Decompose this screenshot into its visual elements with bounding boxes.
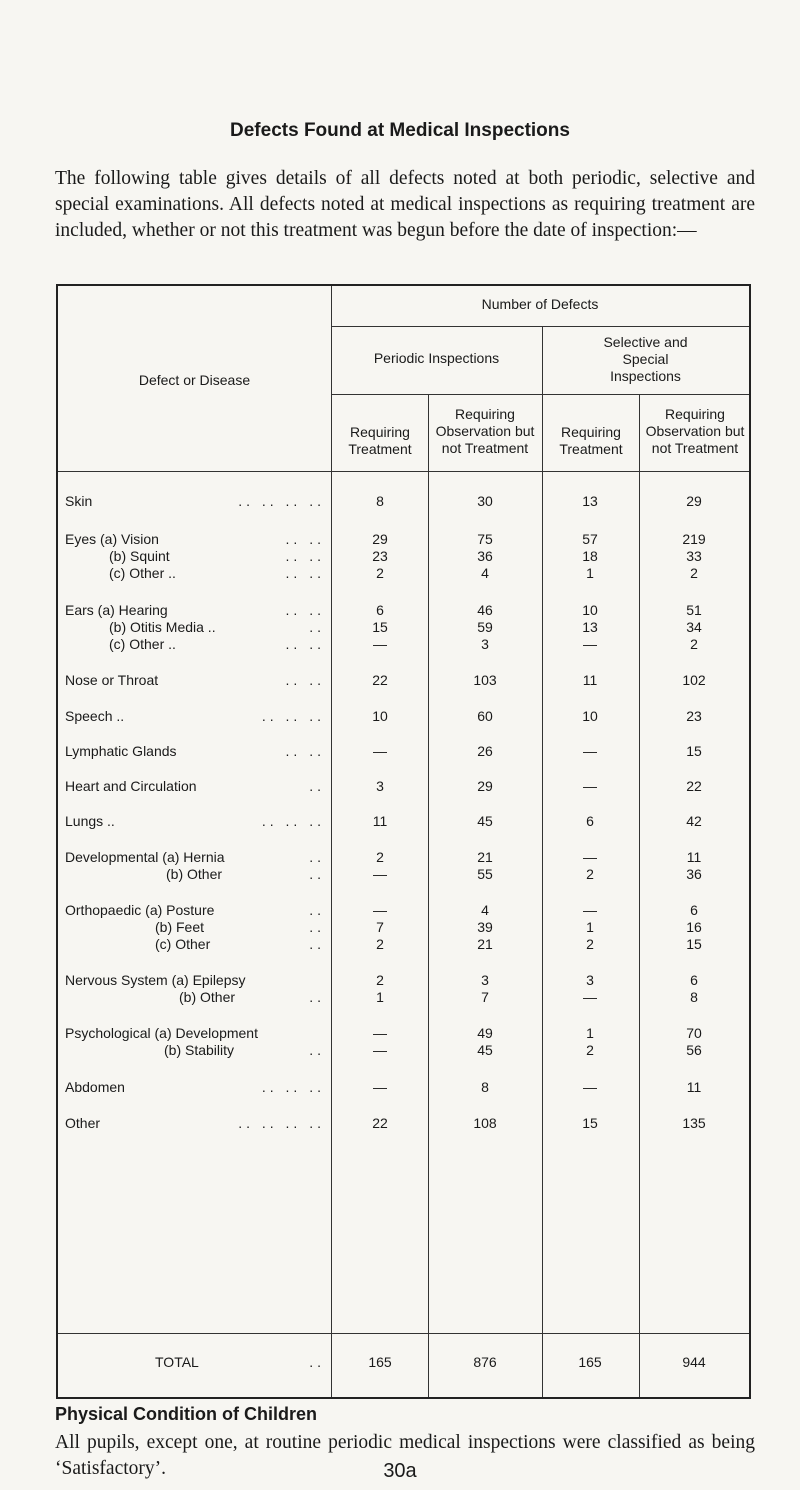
row-label-text: (b) Other: [166, 866, 223, 882]
total-cell: 876: [473, 1354, 497, 1370]
header-number-of-defects: Number of Defects: [481, 296, 599, 312]
leader-dots: .. ..: [285, 672, 325, 688]
table-cell: 11: [686, 1079, 702, 1095]
row-label: [65, 493, 325, 509]
row-label-text: (b) Otitis Media ..: [109, 619, 216, 635]
table-cell: 6: [690, 972, 698, 988]
table-cell: 15: [686, 936, 702, 952]
col-periodic-req-observation: Requiring Observation but not Treatment: [435, 406, 535, 456]
table-cell: —: [583, 989, 597, 1005]
table-cell: 22: [686, 778, 702, 794]
row-label-text: Psychological (a) Development: [65, 1025, 258, 1041]
row-label: [109, 619, 325, 635]
row-label-text: Nervous System (a) Epilepsy: [65, 972, 246, 988]
row-label-text: (c) Other ..: [109, 636, 176, 652]
table-cell: 10: [582, 602, 598, 618]
leader-dots: ..: [309, 902, 325, 918]
row-label: [109, 548, 325, 564]
leader-dots: ..: [309, 849, 325, 865]
row-label-text: (b) Stability: [164, 1042, 235, 1058]
row-label-text: Other: [65, 1115, 101, 1131]
table-cell: 59: [477, 619, 493, 635]
total-cell: 165: [368, 1354, 392, 1370]
row-label: [179, 989, 325, 1005]
row-label-text: Developmental (a) Hernia: [65, 849, 225, 865]
table-cell: 30: [477, 493, 493, 509]
row-label: [166, 866, 325, 882]
table-cell: 2: [586, 936, 594, 952]
total-cell: 944: [682, 1354, 706, 1370]
table-cell: —: [373, 1079, 387, 1095]
table-cell: 11: [686, 849, 702, 865]
row-label: [65, 1025, 325, 1041]
table-cell: 57: [582, 531, 598, 547]
row-label: [65, 1115, 325, 1131]
table-cell: 13: [582, 619, 598, 635]
row-label: [109, 636, 325, 652]
row-label-text: Eyes (a) Vision: [65, 531, 159, 547]
total-cell: 165: [578, 1354, 602, 1370]
table-cell: 102: [682, 672, 706, 688]
table-cell: 1: [586, 1025, 594, 1041]
leader-dots: .. .. ..: [261, 708, 325, 724]
row-label: [65, 972, 325, 988]
table-cell: 70: [686, 1025, 702, 1041]
table-cell: 4: [481, 902, 489, 918]
table-cell: 45: [477, 1042, 493, 1058]
table-cell: 21: [477, 936, 493, 952]
table-cell: 2: [376, 972, 384, 988]
row-label-text: (c) Other ..: [109, 565, 176, 581]
table-cell: 3: [481, 636, 489, 652]
table-cell: 2: [376, 849, 384, 865]
table-cell: —: [583, 636, 597, 652]
table-cell: 75: [477, 531, 493, 547]
table-cell: 13: [582, 493, 598, 509]
table-cell: 15: [372, 619, 388, 635]
header-periodic-inspections: Periodic Inspections: [373, 350, 500, 366]
table-cell: 46: [477, 602, 493, 618]
row-label-text: Ears (a) Hearing: [65, 602, 168, 618]
table-cell: —: [373, 1042, 387, 1058]
table-cell: 6: [586, 813, 594, 829]
table-cell: 1: [586, 919, 594, 935]
table-cell: —: [373, 636, 387, 652]
leader-dots: .. ..: [285, 602, 325, 618]
row-label: [155, 936, 325, 952]
row-label-text: Abdomen: [65, 1079, 125, 1095]
table-cell: 26: [477, 743, 493, 759]
leader-dots: ..: [309, 866, 325, 882]
leader-dots: .. ..: [285, 548, 325, 564]
table-cell: 7: [481, 989, 489, 1005]
leader-dots: .. ..: [285, 743, 325, 759]
table-cell: 15: [686, 743, 702, 759]
table-cell: —: [373, 866, 387, 882]
leader-dots: .. .. .. ..: [238, 1115, 325, 1131]
table-cell: 103: [473, 672, 497, 688]
page-title: Defects Found at Medical Inspections: [230, 120, 570, 141]
leader-dots: .. .. .. ..: [238, 493, 325, 509]
row-label-text: (b) Squint: [109, 548, 170, 564]
table-cell: 42: [686, 813, 702, 829]
table-cell: 2: [376, 936, 384, 952]
row-label: [65, 531, 325, 547]
table-cell: 55: [477, 866, 493, 882]
table-cell: 219: [682, 531, 706, 547]
table-cell: 3: [376, 778, 384, 794]
table-cell: 45: [477, 813, 493, 829]
table-cell: 11: [372, 813, 388, 829]
table-cell: —: [583, 743, 597, 759]
table-cell: —: [583, 778, 597, 794]
row-label: [65, 813, 325, 829]
table-cell: 2: [586, 1042, 594, 1058]
table-cell: 8: [481, 1079, 489, 1095]
table-cell: —: [373, 902, 387, 918]
row-label-text: Nose or Throat: [65, 672, 159, 688]
table-cell: 16: [686, 919, 702, 935]
table-cell: 11: [582, 672, 598, 688]
row-label-text: (b) Feet: [155, 919, 205, 935]
table-cell: 51: [686, 602, 702, 618]
row-label: [65, 672, 325, 688]
table-cell: 6: [690, 902, 698, 918]
table-cell: 1: [586, 565, 594, 581]
table-cell: —: [583, 849, 597, 865]
row-label: [109, 565, 325, 581]
row-label: [65, 902, 325, 918]
leader-dots: ..: [309, 1354, 325, 1370]
row-label: [65, 743, 325, 759]
col-selective-req-treatment: Requiring Treatment: [559, 424, 623, 457]
table-cell: 1: [376, 989, 384, 1005]
table-cell: 8: [376, 493, 384, 509]
table-cell: 36: [686, 866, 702, 882]
table-cell: 2: [690, 636, 698, 652]
table-cell: —: [373, 743, 387, 759]
table-cell: 36: [477, 548, 493, 564]
table-cell: 18: [582, 548, 598, 564]
row-label-text: Lymphatic Glands: [65, 743, 177, 759]
col-selective-req-observation: Requiring Observation but not Treatment: [645, 406, 745, 456]
leader-dots: .. .. ..: [261, 813, 325, 829]
row-label: [155, 919, 325, 935]
col-periodic-req-treatment: Requiring Treatment: [348, 424, 412, 457]
header-selective-special: Selective and Special Inspections: [603, 334, 688, 384]
row-label: [65, 849, 325, 865]
intro-paragraph: The following table gives details of all defects noted at both periodic, selective and special examinations. All defects noted at medical inspections as requiring treatment are included, whether or not this treatment was begun before the date of inspection:—: [55, 168, 755, 241]
section-heading: Physical Condition of Children: [55, 1404, 318, 1424]
row-label-text: Heart and Circulation: [65, 778, 197, 794]
table-cell: 10: [582, 708, 598, 724]
table-cell: —: [583, 1079, 597, 1095]
table-cell: 3: [586, 972, 594, 988]
table-cell: 29: [477, 778, 493, 794]
table-cell: 4: [481, 565, 489, 581]
row-label-text: Skin: [65, 493, 93, 509]
table-cell: 56: [686, 1042, 702, 1058]
leader-dots: .. ..: [285, 531, 325, 547]
table-cell: 22: [372, 672, 388, 688]
table-cell: 2: [690, 565, 698, 581]
leader-dots: ..: [309, 919, 325, 935]
row-label-text: (b) Other: [179, 989, 236, 1005]
table-cell: —: [583, 902, 597, 918]
row-label: [65, 1079, 325, 1095]
row-label-text: Speech ..: [65, 708, 125, 724]
leader-dots: ..: [309, 778, 325, 794]
table-cell: 23: [686, 708, 702, 724]
row-label: [65, 708, 325, 724]
table-cell: 10: [372, 708, 388, 724]
row-label-text: Orthopaedic (a) Posture: [65, 902, 215, 918]
row-label-text: (c) Other: [155, 936, 211, 952]
leader-dots: ..: [309, 989, 325, 1005]
table-cell: 135: [682, 1115, 706, 1131]
table-cell: 8: [690, 989, 698, 1005]
table-cell: 21: [477, 849, 493, 865]
leader-dots: ..: [309, 936, 325, 952]
table-cell: 29: [686, 493, 702, 509]
section-paragraph: All pupils, except one, at routine periodic medical inspections were classified as being ‘Satisfactory’.: [55, 1432, 755, 1479]
table-cell: 60: [477, 708, 493, 724]
row-label: [65, 602, 325, 618]
header-defect-or-disease: Defect or Disease: [138, 372, 251, 388]
table-cell: 3: [481, 972, 489, 988]
total-label-text: TOTAL: [155, 1354, 199, 1370]
leader-dots: .. ..: [285, 565, 325, 581]
table-cell: 15: [582, 1115, 598, 1131]
row-label-text: Lungs ..: [65, 813, 115, 829]
page-number: 30a: [383, 1460, 417, 1482]
table-cell: 33: [686, 548, 702, 564]
table-cell: 34: [686, 619, 702, 635]
table-cell: 6: [376, 602, 384, 618]
table-cell: 7: [376, 919, 384, 935]
table-cell: 22: [372, 1115, 388, 1131]
row-label: [164, 1042, 325, 1058]
table-cell: 2: [586, 866, 594, 882]
table-cell: 23: [372, 548, 388, 564]
leader-dots: .. ..: [285, 636, 325, 652]
row-label: [65, 778, 325, 794]
defects-table: [56, 284, 751, 1399]
leader-dots: .. .. ..: [261, 1079, 325, 1095]
table-cell: 49: [477, 1025, 493, 1041]
table-cell: 29: [372, 531, 388, 547]
leader-dots: ..: [309, 619, 325, 635]
table-cell: 39: [477, 919, 493, 935]
leader-dots: ..: [309, 1042, 325, 1058]
table-cell: —: [373, 1025, 387, 1041]
table-cell: 2: [376, 565, 384, 581]
table-cell: 108: [473, 1115, 497, 1131]
